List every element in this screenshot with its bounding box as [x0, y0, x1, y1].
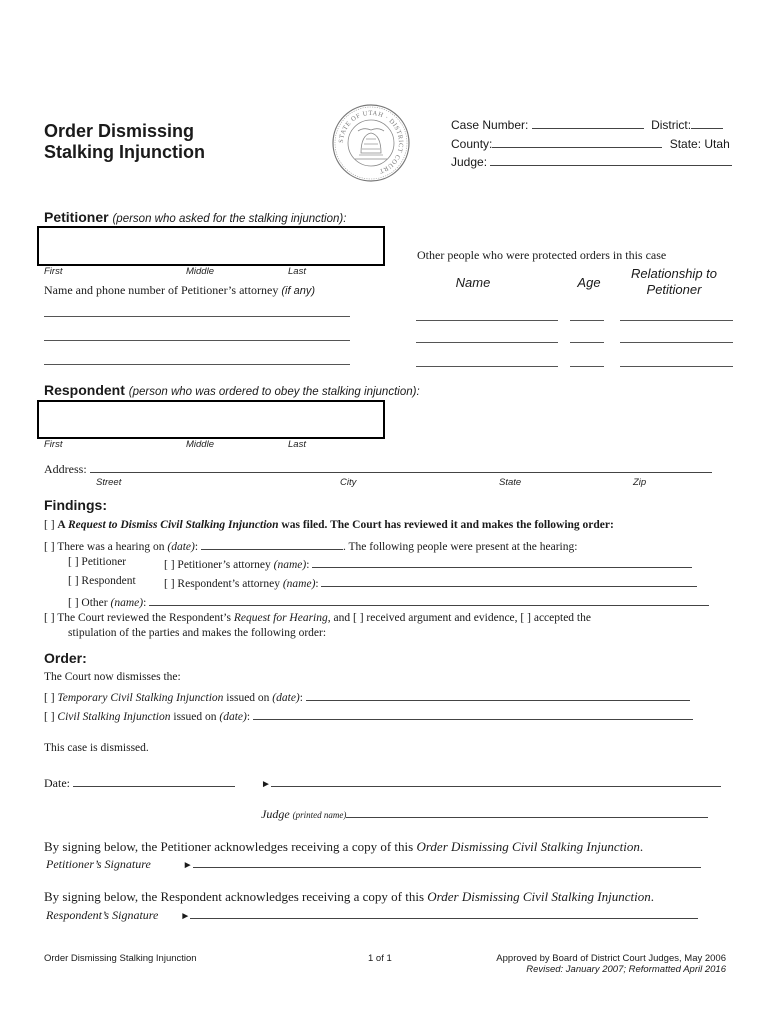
other-people-heading: Other people who were protected orders in this case	[417, 248, 667, 262]
present-resp-attorney-row	[164, 575, 697, 590]
present-other-label: Other	[81, 597, 108, 609]
respondent-ack-text	[44, 889, 654, 905]
case-number-label: Case Number:	[451, 118, 529, 132]
other-age-line-3[interactable]	[570, 366, 604, 367]
finding-hearing	[44, 538, 577, 553]
other-name-line-2[interactable]	[416, 342, 558, 343]
respondent-signature-arrow: ►	[180, 911, 191, 922]
resp-attorney-name-field[interactable]	[321, 575, 697, 587]
respondent-signature-label: Respondent’s Signature	[46, 908, 159, 922]
county-label: County:	[451, 137, 493, 151]
temporary-date-field[interactable]	[306, 689, 690, 701]
other-name-field[interactable]	[149, 594, 709, 606]
judge-signature-row	[261, 775, 721, 791]
other-relationship-line-1[interactable]	[620, 320, 733, 321]
order-civil-row	[44, 708, 693, 723]
temporary-issued-on: issued on	[223, 692, 273, 704]
petitioner-last-label: Last	[288, 266, 306, 277]
civil-date-note: (date)	[219, 711, 247, 723]
petitioner-ack-doc: Order Dismissing Civil Stalking Injunction	[416, 839, 640, 854]
present-resp-attorney-label: Respondent’s attorney	[177, 578, 280, 590]
checkbox-respondent-present[interactable]: [ ]	[68, 575, 79, 587]
petitioner-middle-label: Middle	[186, 266, 214, 277]
present-pet-attorney-row	[164, 556, 692, 571]
checkbox-other-present[interactable]: [ ]	[68, 597, 79, 609]
present-pet-attorney-label: Petitioner’s attorney	[177, 559, 271, 571]
resp-attorney-name-note: (name)	[282, 578, 316, 590]
petitioner-signature-field[interactable]	[193, 856, 701, 868]
pet-attorney-colon: :	[306, 559, 310, 571]
petitioner-signature-arrow: ►	[182, 860, 193, 871]
civil-issued-on: issued on	[170, 711, 220, 723]
checkbox-civil-injunction[interactable]: [ ]	[44, 711, 55, 723]
civil-injunction-label: Civil Stalking Injunction	[57, 711, 171, 723]
county-row	[451, 137, 730, 151]
seal-text: STATE OF UTAH · DISTRICT COURT	[337, 109, 405, 175]
district-label: District:	[651, 118, 692, 132]
judge-field[interactable]	[490, 155, 732, 166]
judge-row	[451, 155, 732, 169]
respondent-first-label: First	[44, 439, 63, 450]
petitioner-ack-end: .	[639, 839, 644, 854]
other-colon: :	[143, 597, 147, 609]
respondent-heading-label: Respondent	[44, 382, 125, 398]
other-name-note: (name)	[110, 597, 144, 609]
form-title-line2: Stalking Injunction	[44, 142, 205, 162]
finding-3-mid: , and	[327, 612, 351, 624]
order-intro: The Court now dismisses the:	[44, 671, 181, 683]
present-petitioner-row	[68, 556, 126, 568]
address-state-label: State	[499, 477, 522, 488]
footer-approved: Approved by Board of District Court Judges, May 2006	[496, 953, 726, 964]
attorney-label: Name and phone number of Petitioner’s attorney	[44, 283, 279, 297]
attorney-note: (if any)	[281, 285, 316, 297]
attorney-line-1[interactable]	[44, 316, 350, 317]
finding-2-colon: :	[194, 541, 199, 553]
petitioner-signature-row	[46, 856, 701, 872]
temporary-injunction-label: Temporary Civil Stalking Injunction	[57, 692, 224, 704]
present-respondent-row	[68, 575, 136, 587]
judge-printed-name-row	[261, 806, 708, 822]
pet-attorney-name-note: (name)	[273, 559, 307, 571]
finding-2-post: . The following people were present at the hearing:	[342, 541, 578, 553]
finding-3-argument: received argument and evidence,	[366, 612, 518, 624]
judge-label: Judge	[261, 807, 290, 821]
present-petitioner-label: Petitioner	[81, 556, 127, 568]
findings-heading: Findings:	[44, 497, 107, 513]
attorney-line-3[interactable]	[44, 364, 350, 365]
checkbox-accepted-stipulation[interactable]: [ ]	[520, 612, 531, 624]
order-temporary-row	[44, 689, 690, 704]
footer-page-number: 1 of 1	[368, 953, 392, 964]
checkbox-temporary-injunction[interactable]: [ ]	[44, 692, 55, 704]
order-date-label: Date:	[44, 776, 70, 790]
other-relationship-line-2[interactable]	[620, 342, 733, 343]
checkbox-argument-evidence[interactable]: [ ]	[352, 612, 364, 624]
finding-1-post: was filed. The Court has reviewed it and makes the following order:	[278, 519, 614, 531]
finding-request-filed	[44, 519, 614, 531]
col-age-header: Age	[577, 275, 601, 290]
address-street-label: Street	[96, 477, 122, 488]
case-dismissed-text: This case is dismissed.	[44, 742, 149, 754]
temporary-date-note: (date)	[272, 692, 300, 704]
col-name-header: Name	[455, 275, 491, 290]
pet-attorney-name-field[interactable]	[312, 556, 692, 568]
finding-3-accepted: accepted the	[533, 612, 591, 624]
respondent-heading	[44, 382, 420, 398]
judge-signature-field[interactable]	[271, 775, 721, 787]
other-age-line-2[interactable]	[570, 342, 604, 343]
respondent-signature-field[interactable]	[190, 907, 698, 919]
other-relationship-line-3[interactable]	[620, 366, 733, 367]
finding-3-doc: Request for Hearing	[233, 612, 328, 624]
address-zip-label: Zip	[633, 477, 647, 488]
checkbox-resp-attorney-present[interactable]: [ ]	[164, 578, 175, 590]
civil-date-field[interactable]	[253, 708, 693, 720]
finding-2-pre: There was a hearing on	[57, 541, 168, 553]
respondent-last-label: Last	[288, 439, 306, 450]
col-relationship-header: Relationship to Petitioner	[631, 266, 717, 297]
finding-1-doc: Request to Dismiss Civil Stalking Injunction	[67, 519, 279, 531]
respondent-signature-row	[46, 907, 698, 923]
footer-approval	[496, 953, 726, 975]
petitioner-heading	[44, 209, 346, 225]
petitioner-name-box[interactable]	[37, 226, 385, 266]
form-title	[44, 121, 205, 163]
utah-seal-icon	[331, 103, 411, 183]
address-field[interactable]	[90, 461, 712, 473]
present-other-row	[68, 594, 709, 609]
petitioner-heading-note: (person who asked for the stalking injunction):	[112, 213, 347, 225]
present-respondent-label: Respondent	[81, 575, 136, 587]
civil-colon: :	[246, 711, 251, 723]
other-name-line-3[interactable]	[416, 366, 558, 367]
attorney-label-row	[44, 283, 315, 298]
case-number-row	[451, 118, 723, 132]
finding-3-pre: The Court reviewed the Respondent’s	[57, 612, 234, 624]
footer-revised: Revised: January 2007; Reformatted April 2016	[526, 964, 726, 975]
judge-printed-name-field[interactable]	[346, 806, 708, 818]
order-date-row	[44, 775, 235, 791]
judge-signature-arrow: ►	[261, 779, 271, 790]
petitioner-signature-label: Petitioner’s Signature	[46, 857, 151, 871]
hearing-date-field[interactable]	[201, 538, 343, 550]
county-field[interactable]	[492, 137, 662, 148]
finding-request-hearing	[44, 612, 591, 624]
checkbox-petitioner-present[interactable]: [ ]	[68, 556, 79, 568]
order-heading: Order:	[44, 650, 87, 666]
case-number-field[interactable]	[532, 118, 644, 129]
petitioner-ack-text	[44, 839, 643, 855]
respondent-ack-end: .	[650, 889, 654, 904]
checkbox-request-filed[interactable]: [ ]	[44, 519, 55, 531]
other-age-line-1[interactable]	[570, 320, 604, 321]
respondent-middle-label: Middle	[186, 439, 214, 450]
state-label: State: Utah	[669, 137, 730, 151]
address-row	[44, 461, 712, 477]
respondent-ack-doc: Order Dismissing Civil Stalking Injunction	[427, 889, 651, 904]
order-date-field[interactable]	[73, 775, 235, 787]
petitioner-first-label: First	[44, 266, 63, 277]
checkbox-request-hearing[interactable]: [ ]	[44, 612, 55, 624]
judge-printed-name-note: (printed name)	[292, 810, 347, 820]
temporary-colon: :	[299, 692, 303, 704]
address-city-label: City	[340, 477, 357, 488]
respondent-heading-note: (person who was ordered to obey the stalking injunction):	[128, 386, 420, 398]
judge-label: Judge:	[451, 155, 488, 169]
finding-1-pre: A	[57, 519, 68, 531]
footer-form-name: Order Dismissing Stalking Injunction	[44, 953, 197, 964]
petitioner-heading-label: Petitioner	[44, 209, 109, 225]
address-label: Address:	[44, 462, 87, 476]
resp-attorney-colon: :	[315, 578, 319, 590]
respondent-ack-pre: By signing below, the Respondent acknowledges receiving a copy of this	[44, 889, 428, 904]
form-title-line1: Order Dismissing	[44, 121, 195, 141]
other-name-line-1[interactable]	[416, 320, 558, 321]
petitioner-ack-pre: By signing below, the Petitioner acknowledges receiving a copy of this	[44, 839, 417, 854]
district-field[interactable]	[691, 118, 723, 129]
finding-2-date-note: (date)	[167, 541, 195, 553]
checkbox-hearing[interactable]: [ ]	[44, 541, 55, 553]
finding-3-line2: stipulation of the parties and makes the following order:	[68, 627, 327, 639]
attorney-line-2[interactable]	[44, 340, 350, 341]
respondent-name-box[interactable]	[37, 400, 385, 439]
checkbox-pet-attorney-present[interactable]: [ ]	[164, 559, 175, 571]
